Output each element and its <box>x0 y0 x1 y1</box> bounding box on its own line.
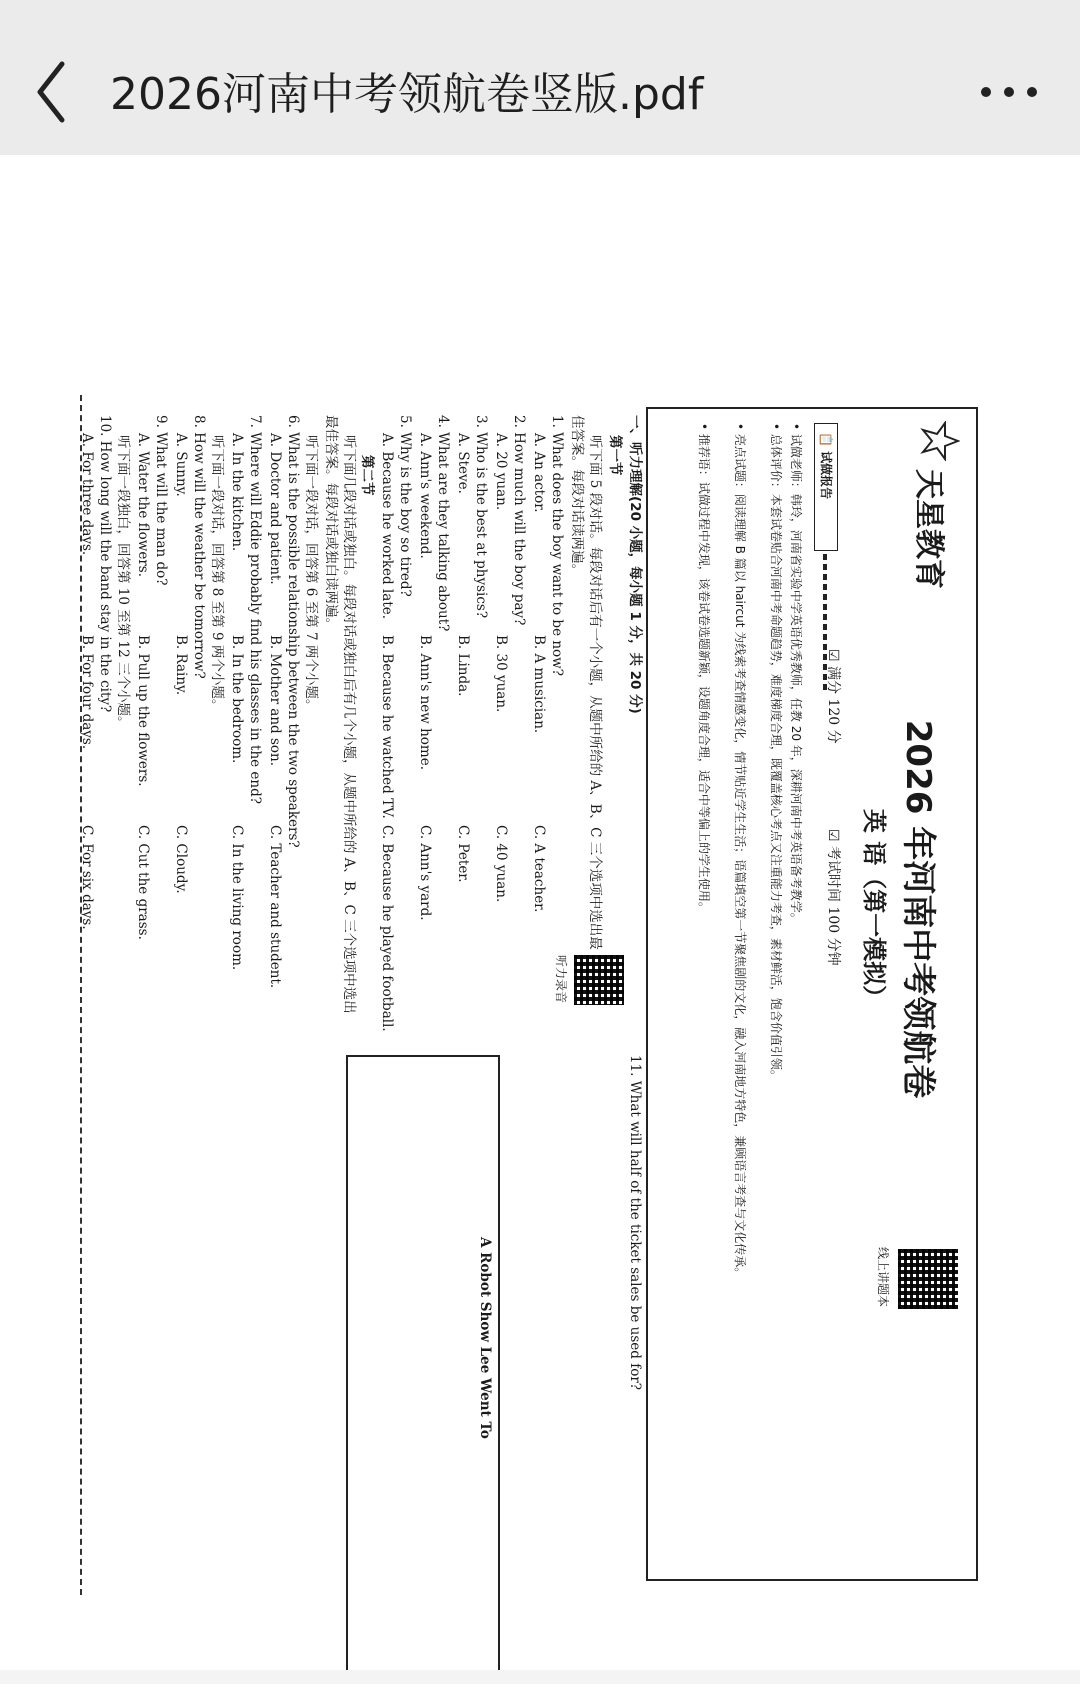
q4-a: A. Ann's weekend. <box>417 433 433 559</box>
q1: 1. What does the boy want to be now? <box>549 415 565 676</box>
monologue-10-12: 听下面一段独白，回答第 10 至第 12 三个小题。 <box>115 435 131 730</box>
q2-a: A. 20 yuan. <box>493 433 509 511</box>
review-overall: • 总体评价：本套试卷贴合河南中考命题趋势，难度梯度合理，既覆盖核心考点又注重能力考查，素材鲜活，饱含价值引领。 <box>769 423 783 1082</box>
q7: 7. Where will Eddie probably find his glasses in the end? <box>247 415 263 804</box>
q8: 8. How will the weather be tomorrow? <box>191 415 207 679</box>
q10-b: B. For four days. <box>79 635 95 750</box>
part2-instr-1: 听下面几段对话或独白。每段对话或独白后有几个小题，从题中所给的 A、B、C 三个选项中选出 <box>341 435 357 1014</box>
q5-b: B. Because he watched TV. <box>379 635 395 819</box>
q3-a: A. Steve. <box>455 433 471 494</box>
exam-title: 2026 年河南中考领航卷 <box>898 719 938 1099</box>
q2: 2. How much will the boy pay? <box>511 415 527 626</box>
brand-logo-icon <box>920 421 960 461</box>
q4-b: B. Ann's new home. <box>417 635 433 771</box>
q2-c: C. 40 yuan. <box>493 825 509 903</box>
section1-heading: 一、听力理解(20 小题，每小题 1 分，共 20 分) <box>627 415 643 714</box>
exam-score: ☑ 满分 120 分 <box>825 649 841 744</box>
part1-instr-1: 听下面 5 段对话。每段对话后有一个小题，从题中所给的 A、B、C 三个选项中选出最 <box>587 435 603 950</box>
q6-b: B. Mother and son. <box>267 635 283 767</box>
q6: 6. What is the possible relationship between the two speakers? <box>285 415 301 848</box>
q2-b: B. 30 yuan. <box>493 635 509 713</box>
q10-a: A. For three days. <box>79 433 95 556</box>
q11: 11. What will half of the ticket sales be used for? <box>627 1055 643 1391</box>
q5-a: A. Because he worked late. <box>379 433 395 620</box>
q8-a: A. Sunny. <box>173 433 189 497</box>
exam-time: ☑ 考试时间 100 分钟 <box>825 829 841 966</box>
viewer-bottom <box>0 1670 1080 1684</box>
q1-c: C. A teacher. <box>531 825 547 913</box>
q7-a: A. In the kitchen. <box>229 433 245 552</box>
q3-b: B. Linda. <box>455 635 471 697</box>
qr-label-audio: 听力录音 <box>554 955 568 1004</box>
robot-show-table <box>346 1055 500 1679</box>
q5: 5. Why is the boy so tired? <box>397 415 413 597</box>
part2-heading: 第二节 <box>359 455 375 496</box>
q9-c: C. Cut the grass. <box>135 825 151 940</box>
q3-c: C. Peter. <box>455 825 471 883</box>
q4: 4. What are they talking about? <box>435 415 451 632</box>
qr-code-online <box>898 1249 958 1309</box>
app-header <box>0 0 1080 155</box>
part1-instr-2: 佳答案。每段对话读两遍。 <box>569 415 585 577</box>
review-teacher: • 试做老师：韩玲，河南省实验中学英语优秀教师，任教 20 年，深耕河南中考英语备考教学。 <box>789 423 803 925</box>
q5-c: C. Because he played football. <box>379 825 395 1032</box>
review-highlight: • 亮点试题：阅读理解 B 篇以 haircut 为线索考查情感变化，情节贴近学生生活；语篇填空第一节聚焦剧的文化，融入河南地方特色，兼顾语言考查与文化传承。 <box>733 423 747 1280</box>
q8-b: B. Rainy. <box>173 635 189 696</box>
part2-instr-2: 最佳答案。每段对话或独白读两遍。 <box>323 415 339 631</box>
exam-header-box <box>646 407 978 1581</box>
pdf-viewer[interactable] <box>0 155 1080 1670</box>
review-recommend: • 推荐语：试做过程中发现，该卷试卷选题新颖，设题角度合理，适合中等偏上的学生使用。 <box>697 423 711 914</box>
dialog-8-9: 听下面一段对话，回答第 8 至第 9 两个小题。 <box>209 435 225 713</box>
q7-b: B. In the bedroom. <box>229 635 245 764</box>
q4-c: C. Ann's yard. <box>417 825 433 921</box>
q10: 10. How long will the band stay in the city? <box>97 415 113 713</box>
part1-heading: 第一节 <box>607 435 623 476</box>
q6-a: A. Doctor and patient. <box>267 433 283 585</box>
seal-line <box>80 395 82 1595</box>
pdf-page <box>70 395 1000 1695</box>
document-title: 2026河南中考领航卷竖版.pdf <box>110 69 704 120</box>
q3: 3. Who is the best at physics? <box>473 415 489 619</box>
q8-c: C. Cloudy. <box>173 825 189 894</box>
q9-b: B. Pull up the flowers. <box>135 635 151 787</box>
q1-b: B. A musician. <box>531 635 547 734</box>
qr-label-online: 线上讲题本 <box>876 1247 890 1308</box>
back-arrow-icon[interactable] <box>32 52 82 132</box>
table-title: A Robot Show Lee Went To <box>477 1237 493 1439</box>
qr-code-audio <box>574 955 624 1005</box>
q10-c: C. For six days. <box>79 825 95 930</box>
q9: 9. What will the man do? <box>153 415 169 586</box>
dialog-6-7: 听下面一段对话，回答第 6 至第 7 两个小题。 <box>303 435 319 713</box>
brand-name: 天星教育 <box>911 469 946 589</box>
review-tag: 📋 试做报告 <box>814 423 838 551</box>
q1-a: A. An actor. <box>531 433 547 513</box>
more-options-icon[interactable] <box>974 72 1044 112</box>
q9-a: A. Water the flowers. <box>135 433 151 577</box>
q7-c: C. In the living room. <box>229 825 245 971</box>
exam-subject: 英 语（第一模拟） <box>860 808 888 1010</box>
q6-c: C. Teacher and student. <box>267 825 283 989</box>
